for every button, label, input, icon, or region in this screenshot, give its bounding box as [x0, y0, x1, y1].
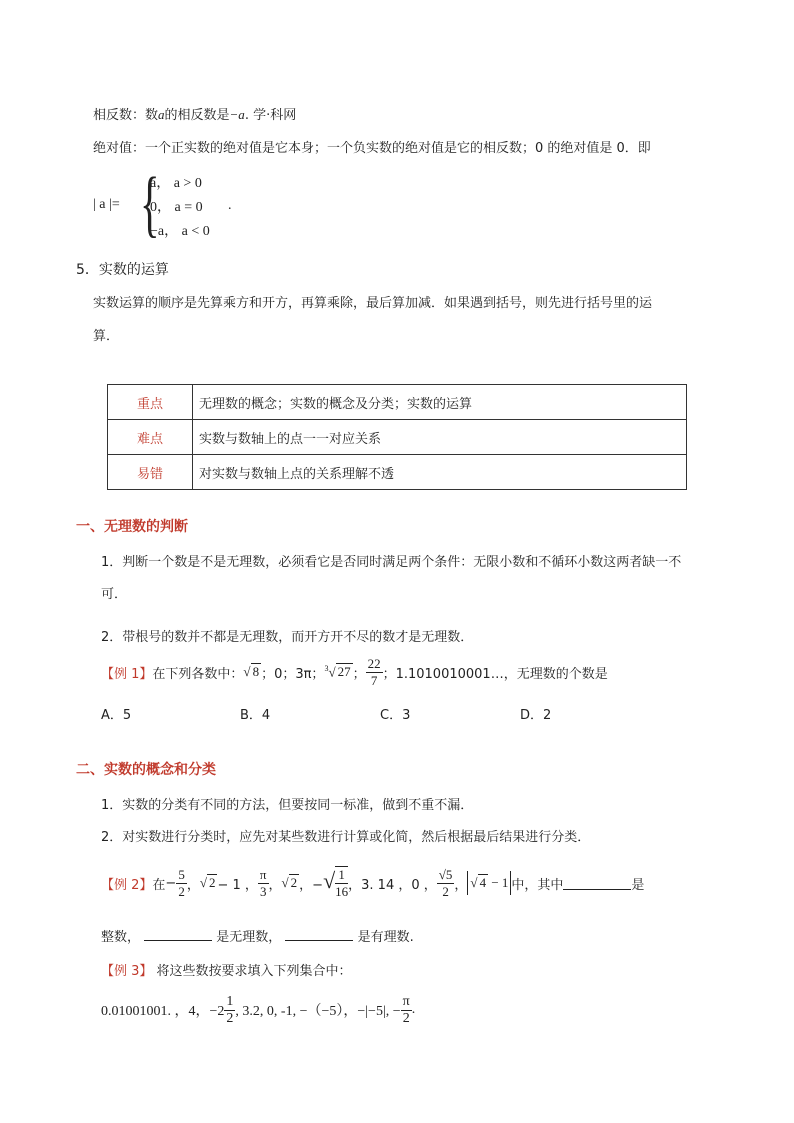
- option-c: C．3: [380, 708, 411, 723]
- example-1-pre: 在下列各数中：: [152, 666, 244, 682]
- abs-inner-tail: − 1: [488, 875, 509, 890]
- frac-num: 1: [335, 867, 348, 884]
- example-1-mid1: ；0；3π；: [261, 666, 325, 682]
- cube-root-27: $^3$√ 27: [324, 663, 351, 680]
- example-3-numbers: [101, 990, 415, 1030]
- fraction-sqrt5-2: [437, 867, 455, 900]
- table-row: [108, 455, 687, 490]
- frac-den: 2: [402, 1010, 410, 1026]
- opposite-neg: −a: [229, 107, 245, 122]
- frac-num: 5: [178, 866, 185, 882]
- fraction-1-16: [335, 866, 348, 900]
- part2-title: 二、实数的概念和分类: [76, 762, 216, 778]
- example-2-neg: −: [165, 875, 177, 891]
- answer-blank-rational[interactable]: [285, 928, 353, 941]
- fraction-22-7: [366, 656, 383, 689]
- frac-num: π: [259, 866, 267, 882]
- fraction-pi-2: [401, 994, 412, 1027]
- ex3-a: 0.01001001. ，4，−2: [101, 1004, 225, 1019]
- key-points-table: [107, 384, 687, 490]
- table-row: [108, 385, 687, 420]
- part1-title: 一、无理数的判断: [76, 519, 188, 535]
- example-1: [101, 652, 608, 692]
- abs-end: .: [228, 198, 232, 213]
- answer-blank-integer[interactable]: [563, 877, 631, 890]
- table-row: [108, 420, 687, 455]
- opposite-prefix: 相反数：数: [93, 108, 159, 123]
- example-2-pre: 在: [152, 877, 166, 893]
- ex3-b: , 3.2, 0, -1, −（−5），−|−5|, −: [235, 1004, 401, 1019]
- piecewise-brace: {: [140, 163, 160, 245]
- example-2-comma: ，: [186, 877, 200, 893]
- key-value: 实数与数轴上的点一一对应关系: [193, 420, 687, 455]
- key-value: 对实数与数轴上点的关系理解不透: [193, 455, 687, 490]
- section-5-line2: 算．: [93, 329, 120, 344]
- example-2-tag: 【例 2】: [101, 877, 153, 893]
- frac-den: 7: [370, 672, 378, 688]
- sqrt-fraction: √ $\frac{1}{16}$: [323, 867, 349, 899]
- frac-num: 22: [367, 655, 381, 671]
- example-2-line2: [101, 926, 414, 945]
- part2-p2: 2．对实数进行分类时，应先对某些数进行计算或化简，然后根据最后结果进行分类．: [101, 830, 591, 845]
- sqrt-radicand: 4: [479, 875, 487, 890]
- section-5-line1: 实数运算的顺序是先算乘方和开方，再算乘除，最后算加减．如果遇到括号，则先进行括号里的运: [93, 296, 653, 311]
- example-2-post: 中，其中: [511, 877, 564, 893]
- sqrt-radicand: 2: [208, 875, 216, 890]
- frac-den: 2: [442, 883, 449, 899]
- opposite-var: a: [158, 107, 165, 122]
- example-2-comma: ，: [454, 877, 468, 893]
- abs-case-zero: 0， a = 0: [150, 200, 203, 215]
- option-a: A．5: [101, 708, 132, 723]
- part1-p2: 2．带根号的数并不都是无理数，而开方开不尽的数才是无理数．: [101, 630, 474, 645]
- example-2-q1: 是: [631, 877, 645, 893]
- line2-c: 是有理数.: [357, 930, 414, 945]
- cube-root-radicand: 27: [337, 664, 351, 680]
- example-1-tag: 【例 1】: [101, 666, 153, 682]
- key-label: 易错: [108, 455, 193, 490]
- abs-expression: [467, 871, 511, 895]
- opposite-number-line: [93, 104, 296, 123]
- example-2-comma-neg: ，−: [299, 877, 324, 893]
- frac-den: 2: [178, 883, 185, 899]
- example-1-post: ；1.1010010001…，无理数的个数是: [382, 666, 608, 682]
- sqrt-2b: √ 2: [281, 875, 298, 890]
- option-d: D．2: [520, 708, 552, 723]
- example-2-mid2: ，3. 14 ，0 ，: [348, 877, 437, 893]
- sqrt-4: √ 4: [470, 875, 487, 890]
- example-2: [101, 858, 644, 908]
- example-3-head: [101, 960, 352, 979]
- example-1-mid2: ；: [352, 666, 366, 682]
- frac-den: 2: [226, 1010, 234, 1026]
- key-label: 难点: [108, 420, 193, 455]
- root-index: 3: [324, 663, 329, 673]
- fraction-pi-3: [258, 867, 269, 900]
- example-2-mid1: − 1 ，: [217, 877, 258, 893]
- example-2-comma: ，: [268, 877, 282, 893]
- line2-b: 是无理数，: [216, 930, 282, 945]
- frac-num: 1: [226, 993, 234, 1009]
- sqrt-radicand: 2: [290, 875, 298, 890]
- example-3-tag: 【例 3】: [101, 964, 153, 979]
- part1-p1a: 1．判断一个数是不是无理数，必须看它是否同时满足两个条件：无限小数和不循环小数这两者缺一不: [101, 555, 682, 570]
- sqrt-8: √ 8: [243, 664, 260, 679]
- fraction-1-2: [224, 994, 235, 1027]
- sqrt-8-radicand: 8: [252, 664, 260, 679]
- key-value: 无理数的概念；实数的概念及分类；实数的运算: [193, 385, 687, 420]
- frac-num: √5: [438, 866, 453, 882]
- abs-definition: 绝对值：一个正实数的绝对值是它本身；一个负实数的绝对值是它的相反数；0 的绝对值是 0．即: [93, 141, 651, 156]
- part2-p1: 1．实数的分类有不同的方法，但要按同一标准，做到不重不漏．: [101, 798, 474, 813]
- part1-p1b: 可．: [101, 587, 128, 602]
- opposite-mid: 的相反数是: [164, 108, 230, 123]
- section-5-title: 5．实数的运算: [76, 262, 169, 278]
- key-label: 重点: [108, 385, 193, 420]
- line2-a: 整数，: [101, 930, 141, 945]
- opposite-suffix: . 学·科网: [244, 108, 297, 123]
- ex3-c: .: [411, 1002, 416, 1017]
- frac-num: π: [402, 993, 410, 1009]
- abs-case-negative: −a， a < 0: [150, 224, 210, 239]
- fraction-5-2: [176, 867, 187, 900]
- sqrt-2: √ 2: [199, 875, 216, 890]
- abs-case-positive: a， a > 0: [150, 176, 202, 191]
- abs-lhs: | a |=: [93, 197, 120, 212]
- frac-den: 16: [335, 884, 349, 899]
- option-b: B．4: [240, 708, 271, 723]
- answer-blank-irrational[interactable]: [144, 928, 212, 941]
- frac-den: 3: [259, 883, 267, 899]
- example-3-text: 将这些数按要求填入下列集合中：: [156, 964, 352, 979]
